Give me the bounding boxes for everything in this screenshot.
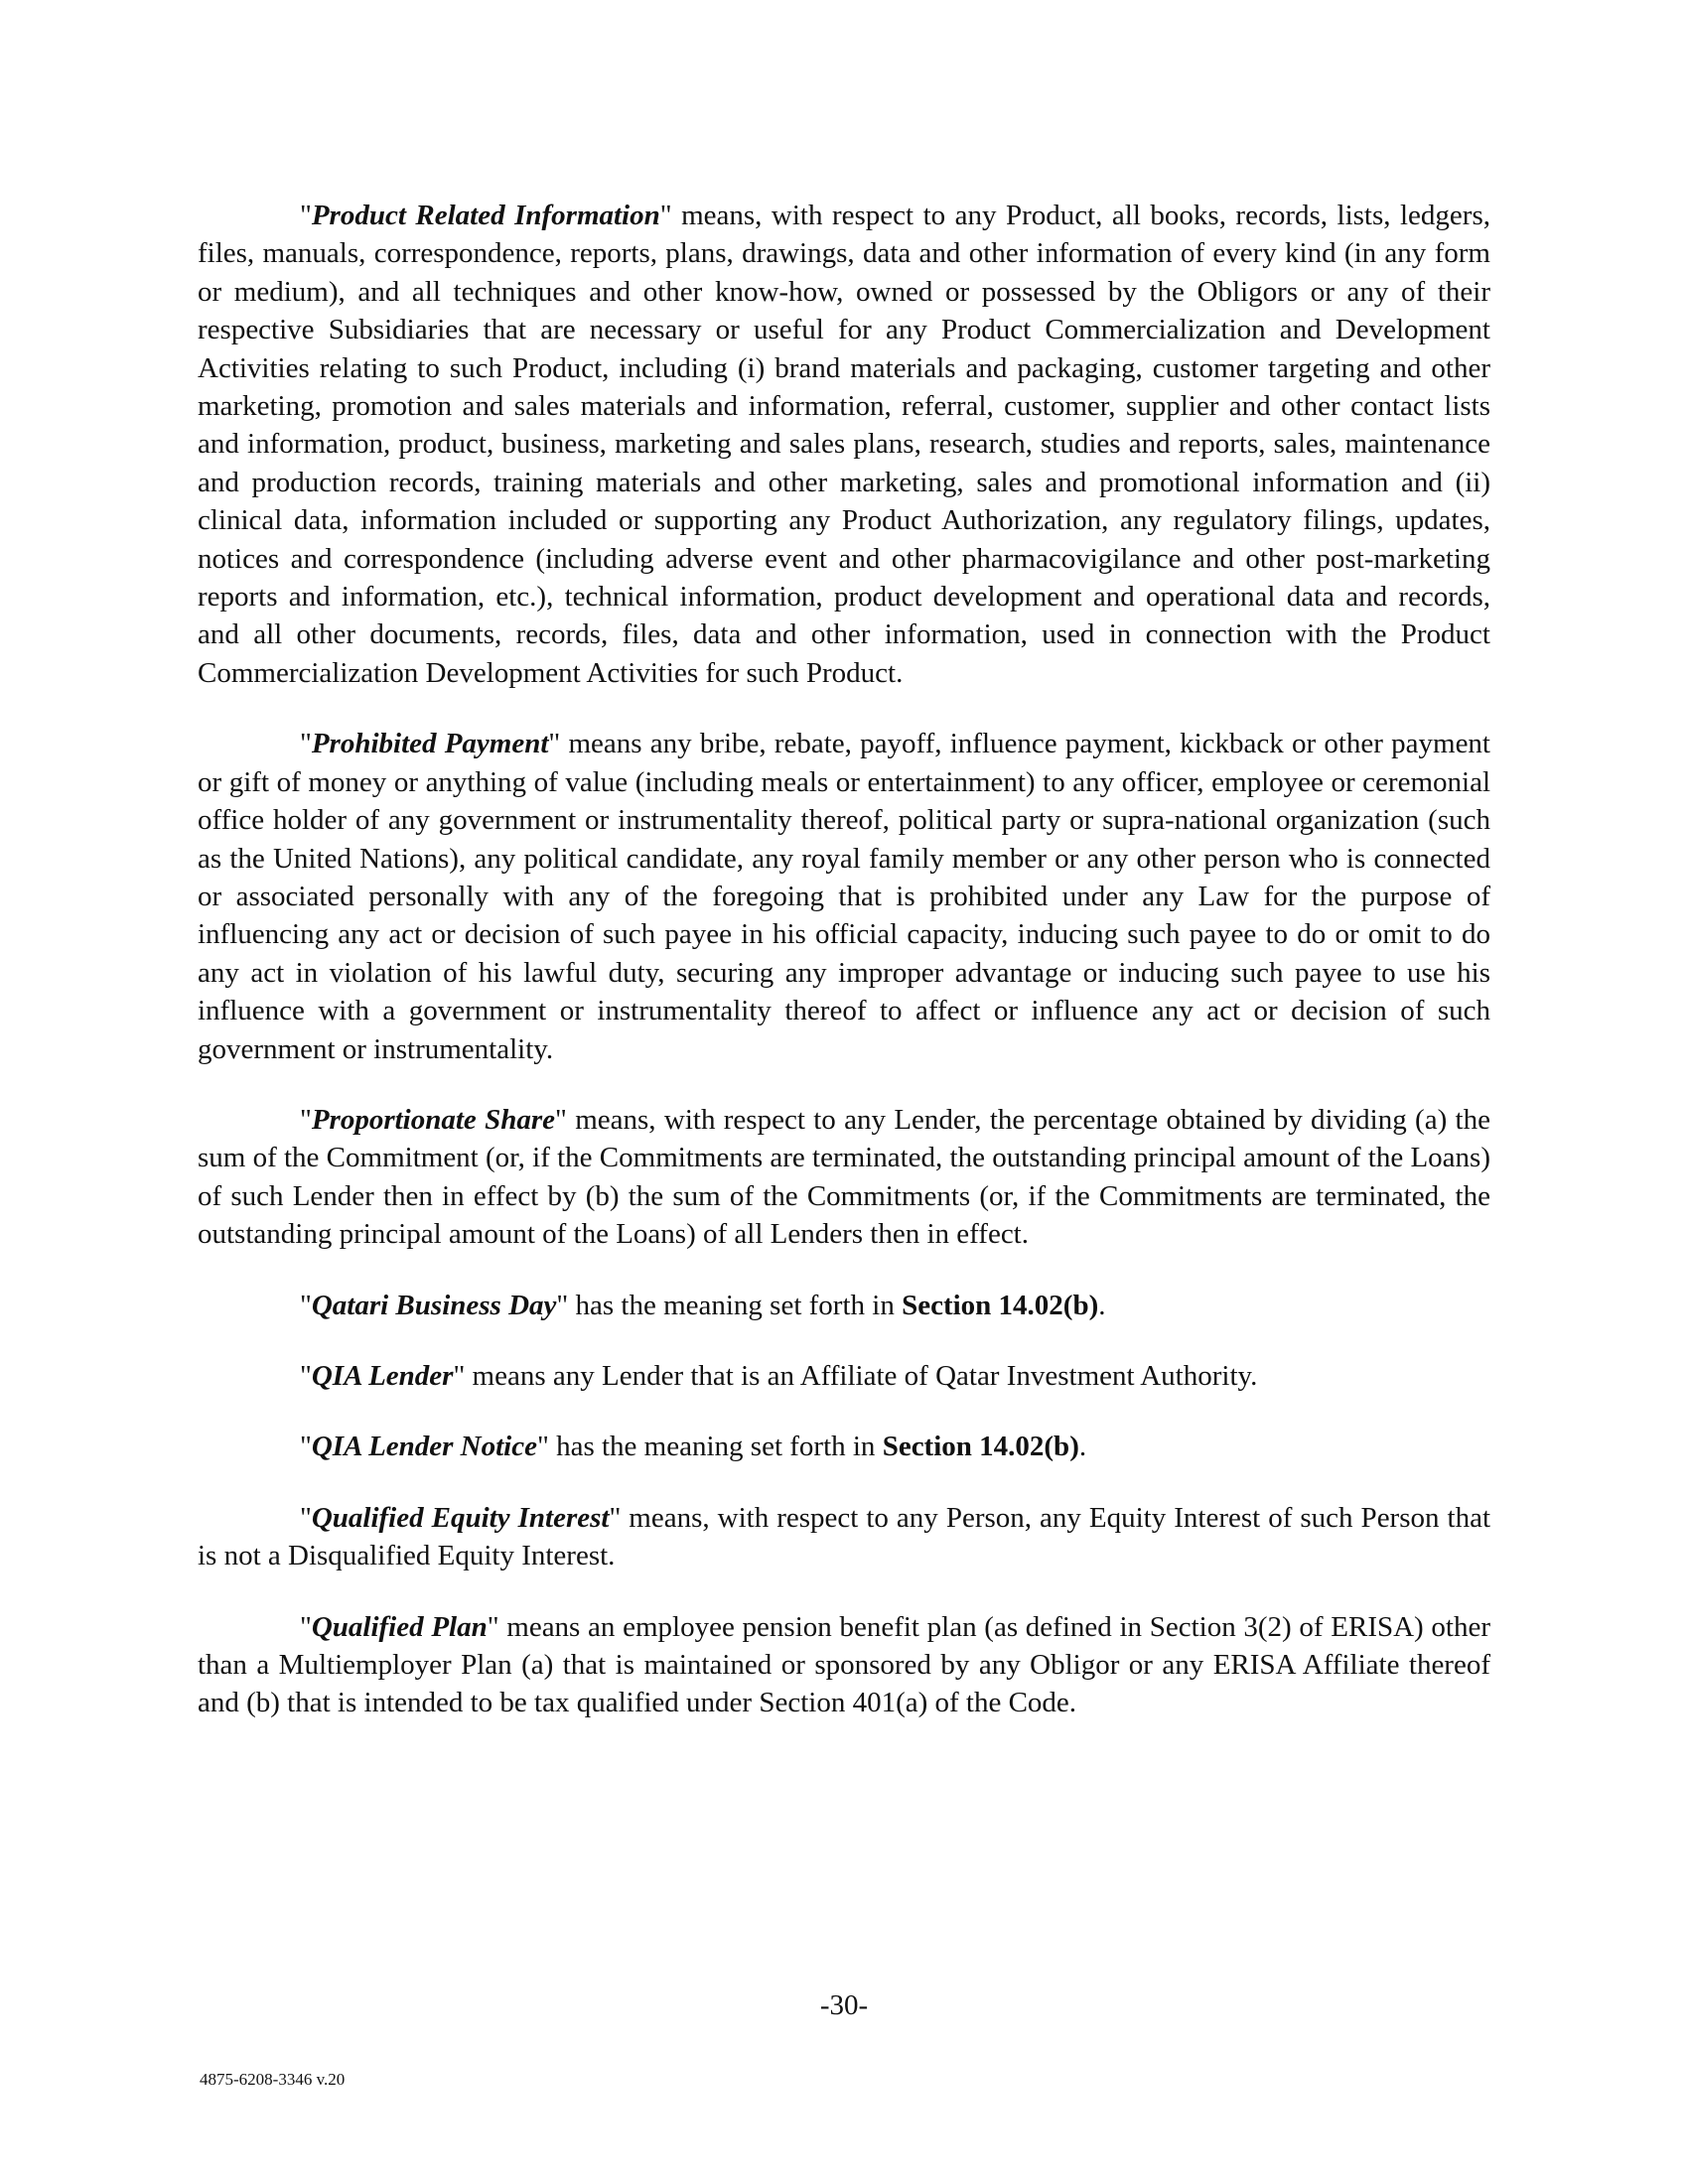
definition-text: means, with respect to any Lender, the percentage obtained by dividing (a) the sum of the Commitment (or, if the Commitments are terminated, the outstanding principal amount of the Loans) of such Lender then in effect by (b) the sum of the Commitments (or, if the Commitments are terminated, the outstanding principal amount of the Loans) of all Lenders then in effect.	[198, 1103, 1490, 1251]
defined-term: Qualified Equity Interest	[311, 1501, 610, 1534]
definition-tail: .	[1098, 1289, 1106, 1321]
definition-product-related-information: "Product Related Information" means, with respect to any Product, all books, records, lists, ledgers, files, manuals, correspondence, reports, plans, drawings, data and other information of every kind (in any form or medium), and all techniques and other know-how, owned or possessed by the Obligors or any of their respective Subsidiaries that are necessary or useful for any Product Commercialization and Development Activities relating to such Product, including (i) brand materials and packaging, customer targeting and other marketing, promotion and sales materials and information, referral, customer, supplier and other contact lists and information, product, business, marketing and sales plans, research, studies and reports, sales, maintenance and production records, training materials and other marketing, sales and promotional information and (ii) clinical data, information included or supporting any Product Authorization, any regulatory filings, updates, notices and correspondence (including adverse event and other pharmacovigilance and other post-marketing reports and information, etc.), technical information, product development and operational data and records, and all other documents, records, files, data and other information, used in connection with the Product Commercialization Development Activities for such Product.	[198, 200, 1490, 689]
defined-term: Qatari Business Day	[311, 1289, 557, 1321]
definition-qia-lender-notice: "QIA Lender Notice" has the meaning set forth in Section 14.02(b).	[300, 1431, 1087, 1463]
defined-term: Proportionate Share	[311, 1103, 556, 1136]
defined-term: QIA Lender	[311, 1359, 454, 1392]
definition-qia-lender: "QIA Lender" means any Lender that is an Affiliate of Qatar Investment Authority.	[300, 1359, 1258, 1392]
section-reference: Section 14.02(b)	[902, 1289, 1099, 1321]
definitions-section	[198, 197, 1490, 1755]
definition-text: means, with respect to any Person, any Equity Interest of such Person that is not a Disqualified Equity Interest.	[198, 1501, 1491, 1572]
definition-text: has the meaning set forth in	[568, 1289, 903, 1321]
page-number: -30-	[819, 1989, 869, 2021]
definition-proportionate-share: "Proportionate Share" means, with respect to any Lender, the percentage obtained by dividing (a) the sum of the Commitment (or, if the Commitments are terminated, the outstanding principal amount of the Loans) of such Lender then in effect by (b) the sum of the Commitments (or, if the Commitments are terminated, the outstanding principal amount of the Loans) of all Lenders then in effect.	[198, 1103, 1490, 1251]
definition-text: means, with respect to any Product, all books, records, lists, ledgers, files, manuals, correspondence, reports, plans, drawings, data and other information of every kind (in any form or medium), and all techniques and other know-how, owned or possessed by the Obligors or any of their respective Subsidiaries that are necessary or useful for any Product Commercialization and Development Activities relating to such Product, including (i) brand materials and packaging, customer targeting and other marketing, promotion and sales materials and information, referral, customer, supplier and other contact lists and information, product, business, marketing and sales plans, research, studies and reports, sales, maintenance and production records, training materials and other marketing, sales and promotional information and (ii) clinical data, information included or supporting any Product Authorization, any regulatory filings, updates, notices and correspondence (including adverse event and other pharmacovigilance and other post-marketing reports and information, etc.), technical information, product development and operational data and records, and all other documents, records, files, data and other information, used in connection with the Product Commercialization Development Activities for such Product.	[198, 200, 1490, 689]
defined-term: Product Related Information	[311, 200, 660, 231]
defined-term: Prohibited Payment	[311, 728, 549, 760]
definition-text: means an employee pension benefit plan (as defined in Section 3(2) of ERISA) other than a Multiemployer Plan (a) that is maintained or sponsored by any Obligor or any ERISA Affiliate thereof and (b) that is intended to be tax qualified under Section 401(a) of the Code.	[198, 1610, 1490, 1719]
section-reference: Section 14.02(b)	[882, 1431, 1079, 1463]
definition-text: means any Lender that is an Affiliate of Qatar Investment Authority.	[465, 1359, 1258, 1392]
document-id: 4875-6208-3346 v.20	[200, 2070, 346, 2089]
definition-qualified-equity-interest: "Qualified Equity Interest" means, with respect to any Person, any Equity Interest of such Person that is not a Disqualified Equity Interest.	[198, 1501, 1491, 1572]
definition-qatari-business-day: "Qatari Business Day" has the meaning set forth in Section 14.02(b).	[300, 1289, 1106, 1321]
definition-prohibited-payment: "Prohibited Payment" means any bribe, rebate, payoff, influence payment, kickback or other payment or gift of money or anything of value (including meals or entertainment) to any officer, employee or ceremonial office holder of any government or instrumentality thereof, political party or supra-national organization (such as the United Nations), any political candidate, any royal family member or any other person who is connected or associated personally with any of the foregoing that is prohibited under any Law for the purpose of influencing any act or decision of such payee in his official capacity, inducing such payee to do or omit to do any act in violation of his lawful duty, securing any improper advantage or inducing such payee to use his influence with a government or instrumentality thereof to affect or influence any act or decision of such government or instrumentality.	[198, 728, 1490, 1065]
definition-text: means any bribe, rebate, payoff, influence payment, kickback or other payment or gift of money or anything of value (including meals or entertainment) to any officer, employee or ceremonial office holder of any government or instrumentality thereof, political party or supra-national organization (such as the United Nations), any political candidate, any royal family member or any other person who is connected or associated personally with any of the foregoing that is prohibited under any Law for the purpose of influencing any act or decision of such payee in his official capacity, inducing such payee to do or omit to do any act in violation of his lawful duty, securing any improper advantage or inducing such payee to use his influence with a government or instrumentality thereof to affect or influence any act or decision of such government or instrumentality.	[198, 728, 1490, 1065]
definition-tail: .	[1078, 1431, 1087, 1463]
defined-term: QIA Lender Notice	[311, 1431, 537, 1463]
defined-term: Qualified Plan	[311, 1610, 488, 1643]
definition-text: has the meaning set forth in	[548, 1431, 883, 1463]
definition-qualified-plan: "Qualified Plan" means an employee pension benefit plan (as defined in Section 3(2) of ERISA) other than a Multiemployer Plan (a) that is maintained or sponsored by any Obligor or any ERISA Affiliate thereof and (b) that is intended to be tax qualified under Section 401(a) of the Code.	[198, 1610, 1490, 1719]
